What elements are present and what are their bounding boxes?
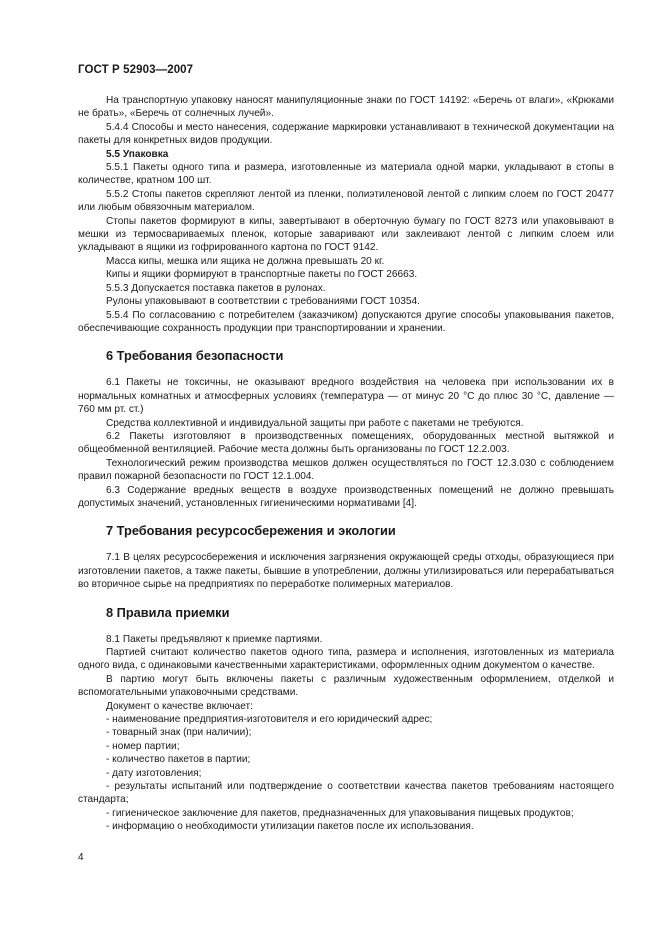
paragraph: На транспортную упаковку наносят манипуляционные знаки по ГОСТ 14192: «Беречь от влаги», «Крюками не брать», «Беречь от солнечных лучей».	[78, 95, 614, 120]
list-item: - товарный знак (при наличии);	[106, 727, 252, 739]
document-code: ГОСТ Р 52903—2007	[78, 64, 194, 76]
paragraph: 5.4.4 Способы и место нанесения, содержание маркировки устанавливают в технической документации на пакеты для конкретных видов продукции.	[78, 121, 614, 147]
list-item: - результаты испытаний или подтверждение о соответствии качества пакетов требованиям настоящего стандарта;	[78, 781, 614, 806]
list-item: - наименование предприятия-изготовителя и его юридический адрес;	[106, 714, 433, 726]
section-title-ecology: 7 Требования ресурсосбережения и экологии	[106, 523, 396, 539]
section-title-safety: 6 Требования безопасности	[106, 348, 284, 364]
paragraph: 6.3 Содержание вредных веществ в воздухе производственных помещений не должно превышать допустимых значений, установленных гигиеническими нормативами [4].	[78, 484, 614, 509]
paragraph: Рулоны упаковывают в соответствии с требованиями ГОСТ 10354.	[106, 296, 420, 308]
paragraph: Стопы пакетов формируют в кипы, завертывают в оберточную бумагу по ГОСТ 8273 или упаковывают в мешки из термосвариваемых пленок, которые заваривают или заклеивают лентой с липким слоем или укладывают в ящики из гофрированного картона по ГОСТ 9142.	[78, 215, 614, 254]
list-item: - информацию о необходимости утилизации пакетов после их использования.	[106, 821, 474, 833]
paragraph: 7.1 В целях ресурсосбережения и исключения загрязнения окружающей среды отходы, образующиеся при изготовлении пакетов, а также пакеты, бывшие в употреблении, должны утилизироваться или перерабатываться во вторичное сырье на предприятиях по переработке полимерных материалов.	[78, 552, 614, 591]
paragraph: Документ о качестве включает:	[106, 700, 253, 712]
subsection-title-packaging: 5.5 Упаковка	[106, 148, 169, 160]
section-title-acceptance: 8 Правила приемки	[106, 604, 230, 620]
paragraph: 5.5.4 По согласованию с потребителем (заказчиком) допускаются другие способы упаковывания пакетов, обеспечивающие сохранность продукции при транспортировании и хранении.	[78, 309, 614, 334]
list-item: - гигиеническое заключение для пакетов, предназначенных для упаковывания пищевых продуктов;	[106, 807, 574, 819]
page-number: 4	[78, 852, 84, 863]
paragraph: Масса кипы, мешка или ящика не должна превышать 20 кг.	[106, 255, 385, 267]
paragraph: В партию могут быть включены пакеты с различным художественным оформлением, отделкой и вспомогательными упаковочными средствами.	[78, 673, 614, 699]
paragraph: 5.5.3 Допускается поставка пакетов в рулонах.	[106, 282, 326, 294]
list-item: - количество пакетов в партии;	[106, 754, 251, 766]
list-item: - дату изготовления;	[106, 767, 202, 779]
list-item: - номер партии;	[106, 740, 180, 752]
paragraph: 8.1 Пакеты предъявляют к приемке партиями.	[106, 633, 323, 645]
paragraph: 5.5.2 Стопы пакетов скрепляют лентой из пленки, полиэтиленовой лентой с липким слоем по ГОСТ 20477 или любым обвязочным материалом.	[78, 188, 614, 214]
paragraph: Средства коллективной и индивидуальной защиты при работе с пакетами не требуются.	[106, 417, 524, 429]
paragraph: Кипы и ящики формируют в транспортные пакеты по ГОСТ 26663.	[106, 269, 418, 281]
paragraph: 6.1 Пакеты не токсичны, не оказывают вредного воздействия на человека при использовании их в нормальных комнатных и атмосферных условиях (температура — от минус 20 °С до плюс 30 °С, давление — 760 мм рт. ст.)	[78, 377, 614, 416]
paragraph: 5.5.1 Пакеты одного типа и размера, изготовленные из материала одной марки, укладывают в стопы в количестве, кратном 100 шт.	[78, 162, 614, 187]
paragraph: Технологический режим производства мешков должен осуществляться по ГОСТ 12.3.030 с соблюдением правил пожарной безопасности по ГОСТ 12.1.004.	[78, 457, 614, 483]
document-body	[78, 94, 614, 834]
paragraph: 6.2 Пакеты изготовляют в производственных помещениях, оборудованных местной вытяжкой и общеобменной вентиляцией. Рабочие места должны быть организованы по ГОСТ 12.2.003.	[78, 430, 614, 456]
paragraph: Партией считают количество пакетов одного типа, размера и исполнения, изготовленных из материала одного вида, с одинаковыми качественными характеристиками, оформленных одним документом о качестве.	[78, 647, 614, 672]
